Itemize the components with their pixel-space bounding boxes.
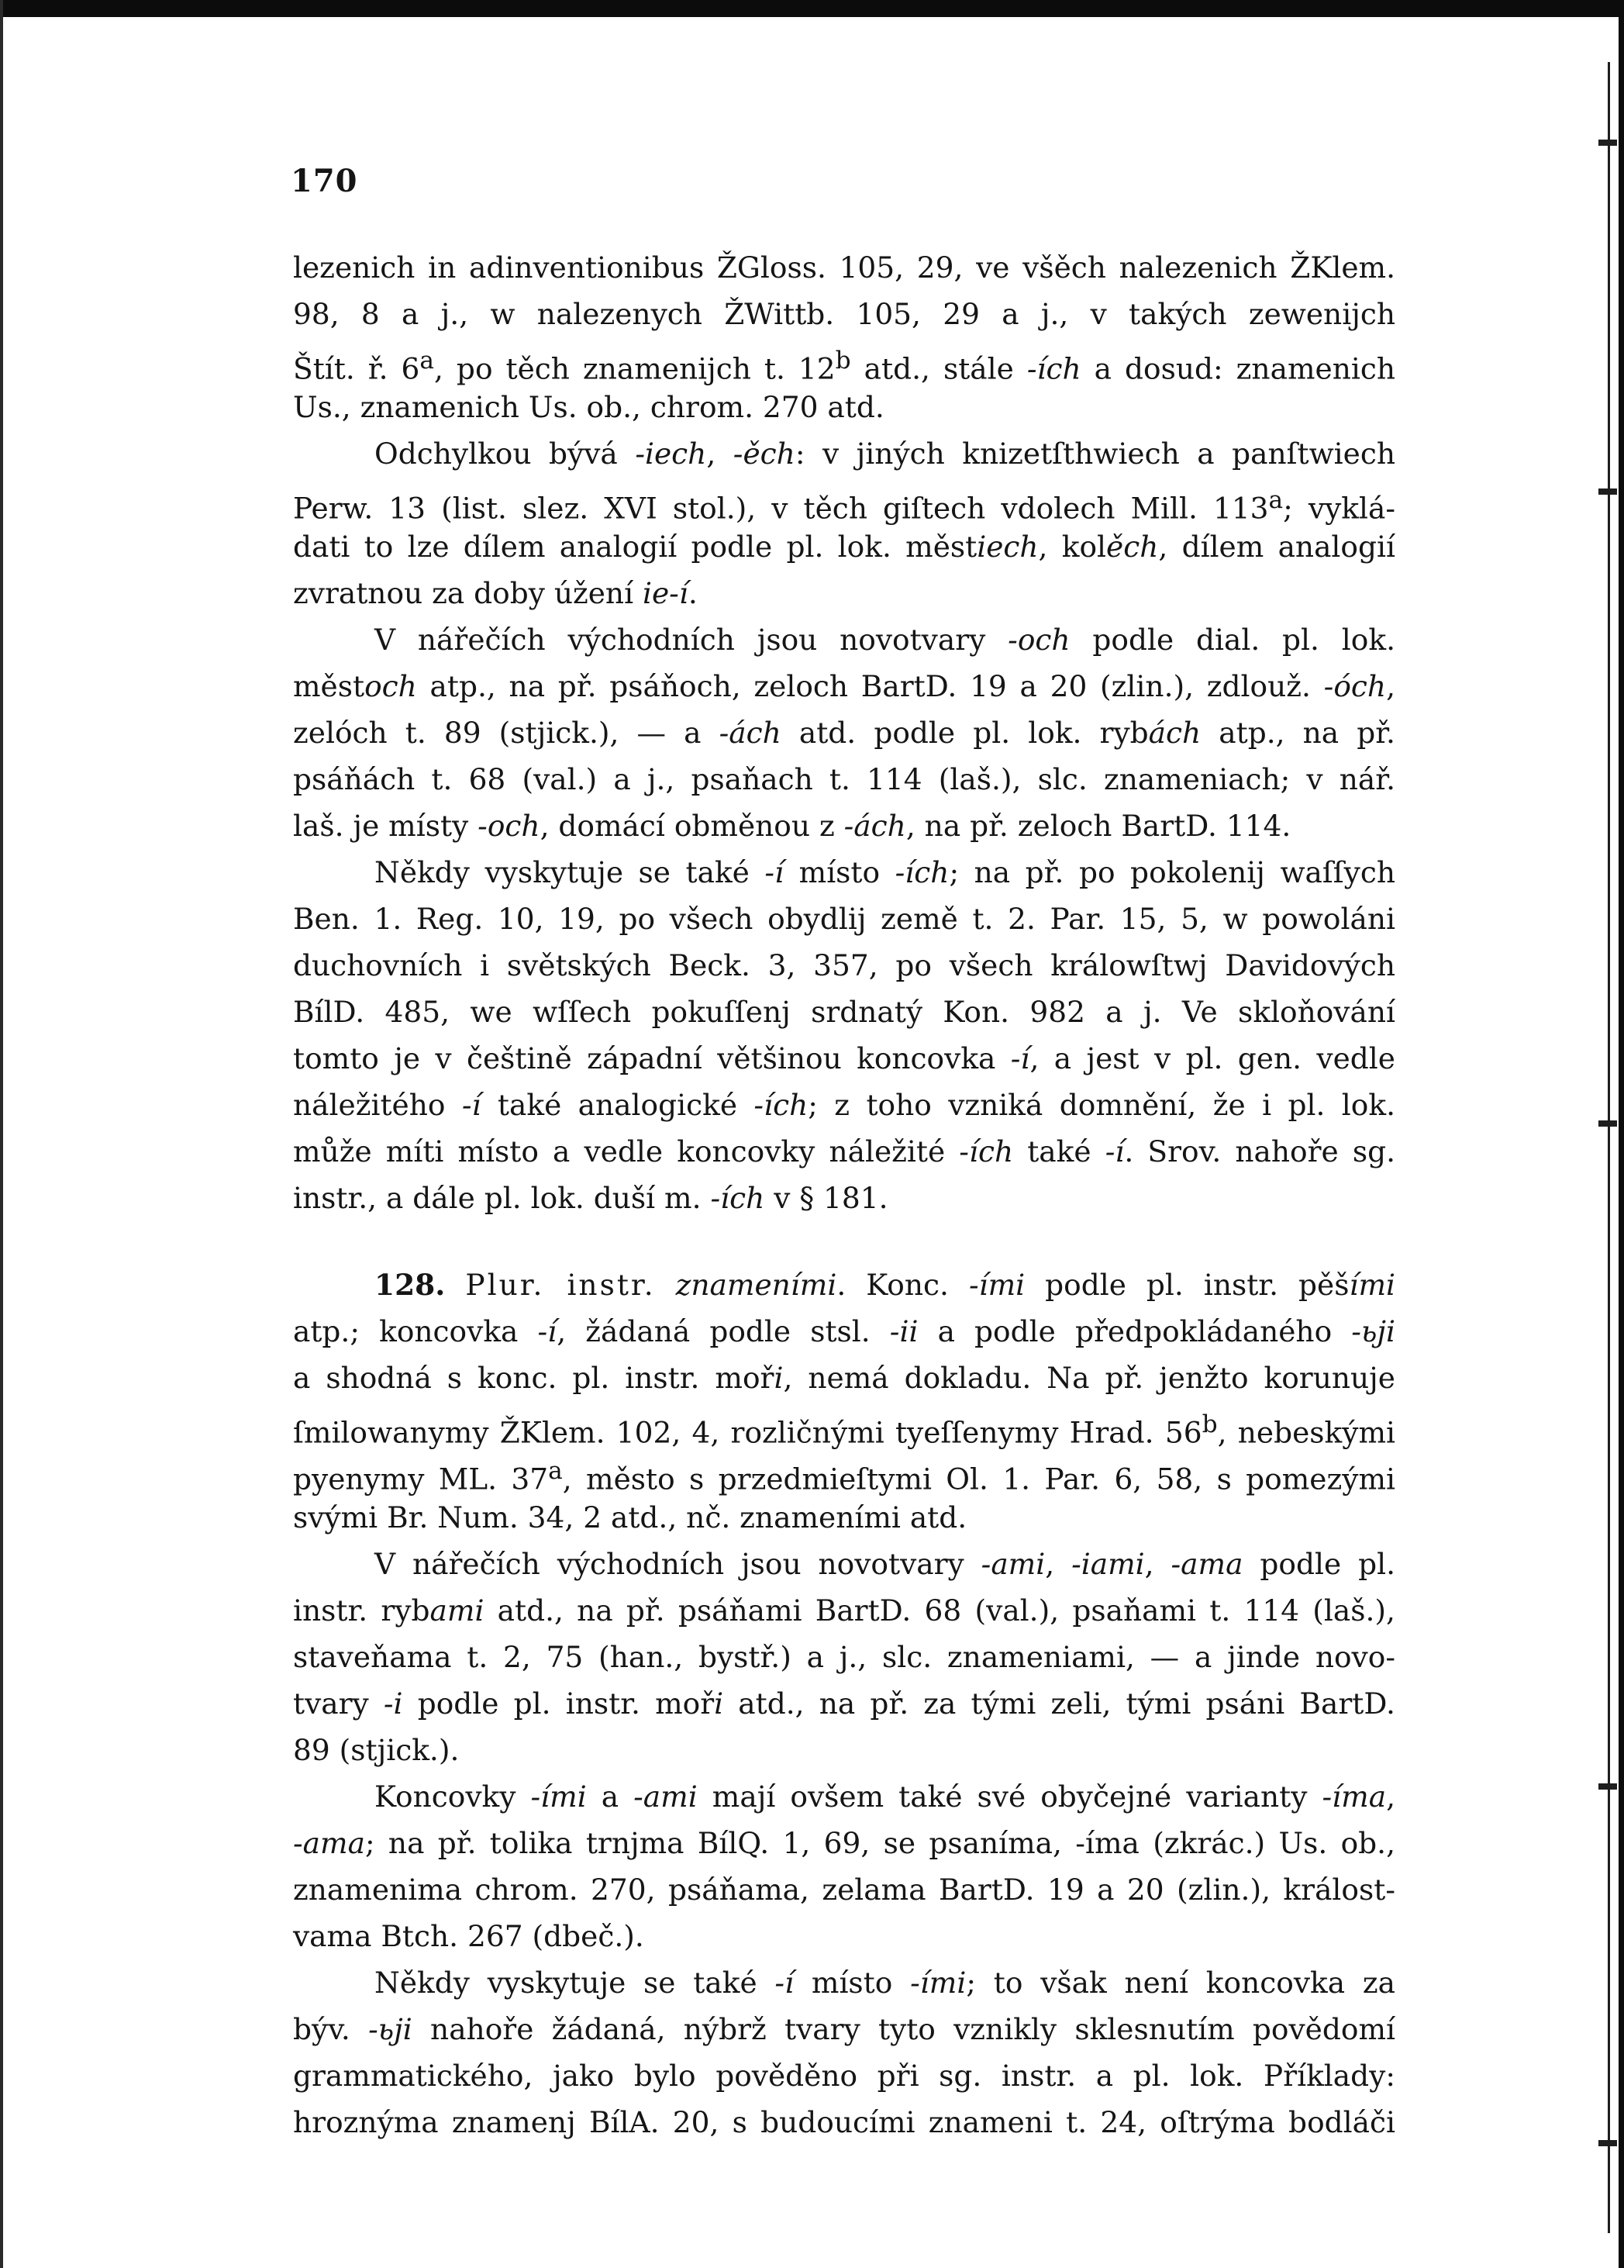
text-line: Odchylkou bývá -iech, -ěch: v jiných knizetſthwiech a panſtwiech: [374, 437, 1396, 471]
text-line: tvary -i podle pl. instr. moři atd., na př. za tými zeli, tými psáni BartD.: [293, 1686, 1395, 1721]
margin-tick: [1598, 140, 1617, 146]
text-line: Us., znamenich Us. ob., chrom. 270 atd.: [293, 390, 884, 424]
text-line: a shodná s konc. pl. instr. moři, nemá dokladu. Na př. jenžto korunuje: [293, 1361, 1395, 1395]
text-line: dati to lze dílem analogií podle pl. lok. městiech, kolěch, dílem analogií: [293, 530, 1395, 564]
text-line: instr. rybami atd., na př. psáňami BartD. 68 (val.), psaňami t. 114 (laš.),: [293, 1593, 1395, 1628]
text-line: psáňách t. 68 (val.) a j., psaňach t. 114 (laš.), slc. znameniach; v nář.: [293, 762, 1395, 796]
text-line: Štít. ř. 6$^a$, po těch znamenijch t. 12$^b$ atd., stále -ích a dosud: znamenich: [293, 347, 1395, 386]
text-line: instr., a dále pl. lok. duší m. -ích v § 181.: [293, 1181, 888, 1215]
scan-border-right: [1619, 0, 1624, 2268]
text-line: V nářečích východních jsou novotvary -ami, -iami, -ama podle pl.: [374, 1547, 1395, 1581]
margin-tick: [1598, 1120, 1617, 1127]
text-line: Koncovky -ími a -ami mají ovšem také své obyčejné varianty -íma,: [374, 1780, 1395, 1814]
text-line: Perw. 13 (list. slez. XVI stol.), v těch giſtech vdolech Mill. 113$^a$; vyklá-: [293, 486, 1395, 526]
text-line: znamenima chrom. 270, psáňama, zelama BartD. 19 a 20 (zlin.), králost-: [293, 1873, 1395, 1907]
body-text: [293, 244, 1395, 2145]
text-line: pyenymy ML. 37$^a$, město s przedmieſtymi Ol. 1. Par. 6, 58, s pomezými: [293, 1457, 1395, 1496]
text-line: V nářečích východních jsou novotvary -och podle dial. pl. lok.: [374, 623, 1395, 657]
text-line: BílD. 485, we wſſech pokuſſenj srdnatý Kon. 982 a j. Ve skloňování: [293, 995, 1395, 1029]
text-line: náležitého -í také analogické -ích; z toho vzniká domnění, že i pl. lok.: [293, 1088, 1396, 1122]
text-line: Někdy vyskytuje se také -í místo -ích; na př. po pokolenij waſſych: [374, 855, 1395, 889]
section-gap: [293, 1221, 1395, 1262]
text-line: může míti místo a vedle koncovky náležité -ích také -í. Srov. nahoře sg.: [293, 1134, 1395, 1169]
text-line: lezenich in adinventionibus ŽGloss. 105, 29, ve všěch nalezenich ŽKlem.: [293, 250, 1395, 285]
text-line: atp.; koncovka -í, žádaná podle stsl. -ii a podle předpokládaného -ьji: [293, 1314, 1395, 1348]
margin-rule: [1608, 62, 1610, 2233]
text-line: ſmilowanymy ŽKlem. 102, 4, rozličnými tyeſſenymy Hrad. 56$^b$, nebeskými: [293, 1410, 1395, 1450]
text-line: Ben. 1. Reg. 10, 19, po všech obydlij země t. 2. Par. 15, 5, w powoláni: [293, 902, 1395, 936]
text-line: 128. Plur. instr. znameními. Konc. -ími podle pl. instr. pěšími: [374, 1268, 1396, 1302]
text-line: grammatického, jako bylo pověděno při sg. instr. a pl. lok. Příklady:: [293, 2059, 1395, 2093]
scan-border-top: [0, 0, 1624, 17]
text-line: vama Btch. 267 (dbeč.).: [293, 1919, 644, 1953]
text-line: laš. je místy -och, domácí obměnou z -ách, na př. zeloch BartD. 114.: [293, 809, 1291, 843]
page-number: 170: [291, 163, 358, 199]
text-line: 89 (stjick.).: [293, 1733, 460, 1767]
text-line: býv. -ьji nahoře žádaná, nýbrž tvary tyto vznikly sklesnutím povědomí: [293, 2012, 1395, 2046]
text-line: 98, 8 a j., w nalezenych ŽWittb. 105, 29 a j., v takých zewenijch: [293, 297, 1395, 331]
margin-tick: [1598, 488, 1617, 495]
text-line: tomto je v češtině západní většinou koncovka -í, a jest v pl. gen. vedle: [293, 1041, 1395, 1075]
text-line: -ama; na př. tolika trnjma BílQ. 1, 69, se psaníma, -íma (zkrác.) Us. ob.,: [293, 1826, 1395, 1860]
text-line: staveňama t. 2, 75 (han., bystř.) a j., slc. znameniami, — a jinde novo-: [293, 1640, 1395, 1674]
text-line: duchovních i světských Beck. 3, 357, po všech králowſtwj Davidových: [293, 948, 1395, 982]
text-line: hroznýma znamenj BílA. 20, s budoucími znameni t. 24, oſtrýma bodláči: [293, 2105, 1395, 2139]
text-line: svými Br. Num. 34, 2 atd., nč. znameními atd.: [293, 1500, 967, 1534]
scan-border-left: [0, 0, 3, 2268]
text-line: Někdy vyskytuje se také -í místo -ími; to však není koncovka za: [374, 1966, 1395, 2000]
text-line: zelóch t. 89 (stjick.), — a -ách atd. podle pl. lok. rybách atp., na př.: [293, 716, 1395, 750]
text-line: městoch atp., na př. psáňoch, zeloch BartD. 19 a 20 (zlin.), zdlouž. -óch,: [293, 669, 1395, 703]
margin-tick: [1598, 1783, 1617, 1790]
margin-tick: [1598, 2140, 1617, 2146]
text-line: zvratnou za doby úžení ie-í.: [293, 576, 698, 610]
